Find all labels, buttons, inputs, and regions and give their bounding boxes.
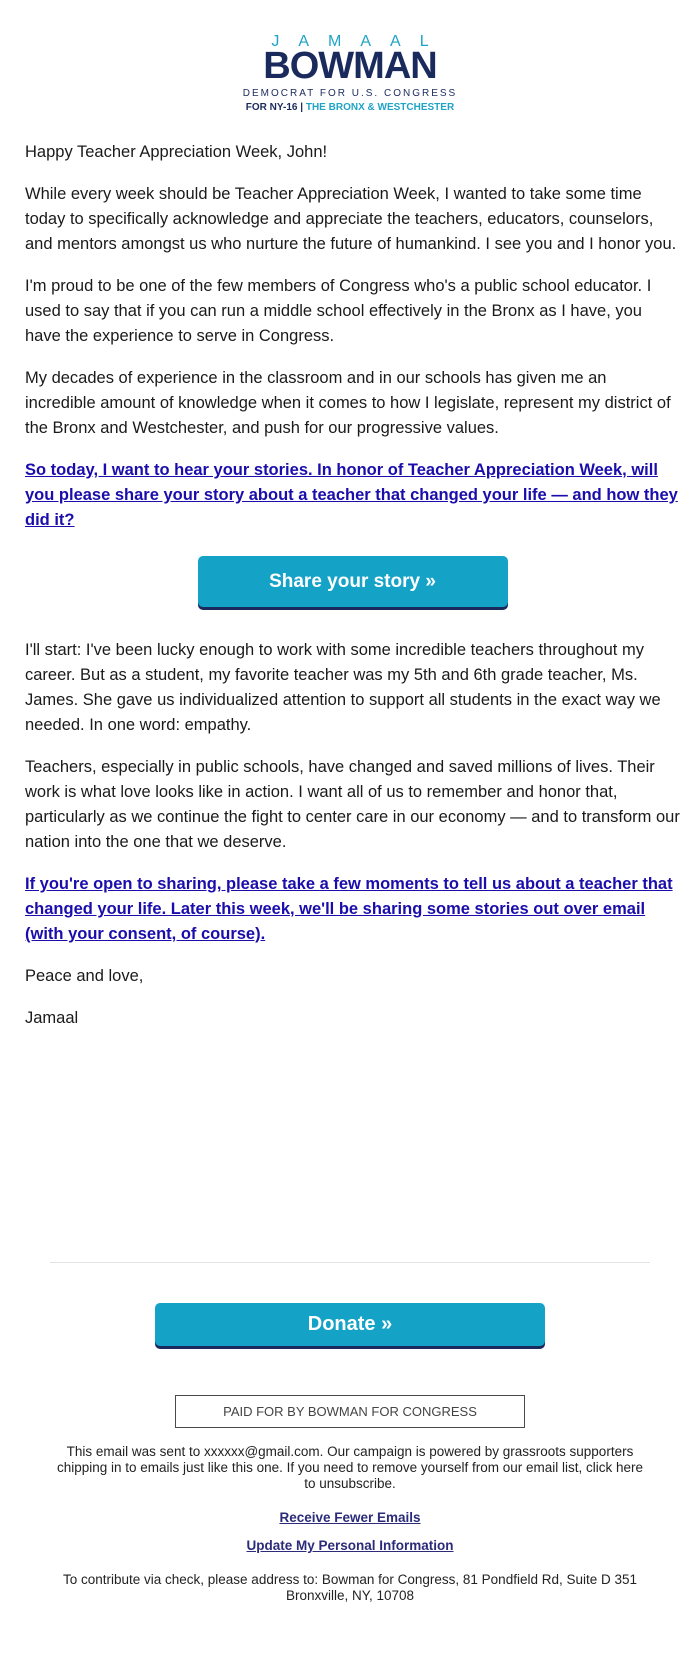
donate-section bbox=[0, 1303, 700, 1346]
share-story-button[interactable]: Share your story » bbox=[198, 556, 508, 607]
body-paragraph-1: While every week should be Teacher Appreciation Week, I wanted to take some time today to specifically acknowledge and appreciate the teachers, educators, counselors, and mentors amongst us who nurture the future of humankind. I see you and I honor you. bbox=[25, 185, 677, 253]
logo-district: FOR NY-16 bbox=[245, 102, 298, 113]
greeting: Happy Teacher Appreciation Week, John! bbox=[25, 143, 328, 161]
logo-last-name: BOWMAN bbox=[263, 45, 437, 87]
logo-separator: | bbox=[300, 102, 306, 113]
logo-region: THE BRONX & WESTCHESTER bbox=[305, 102, 455, 113]
cta-paragraph-2 bbox=[25, 872, 680, 947]
mailing-address: To contribute via check, please address to: Bowman for Congress, 81 Pondfield Rd, Suite D 351 Bronxville, NY, 10708 bbox=[62, 1572, 638, 1603]
update-personal-info-link[interactable]: Update My Personal Information bbox=[246, 1538, 454, 1553]
signoff: Peace and love, bbox=[25, 967, 144, 985]
email-body bbox=[25, 140, 680, 1048]
body-paragraph-4: I'll start: I've been lucky enough to work with some incredible teachers throughout my career. But as a student, my favorite teacher was my 5th and 6th grade teacher, Ms. James. She gave us individualized attention to support all students in the exact way we needed. In one word: empathy. bbox=[25, 641, 661, 734]
paid-for-disclaimer: PAID FOR BY BOWMAN FOR CONGRESS bbox=[175, 1395, 525, 1428]
logo-tagline: DEMOCRAT FOR U.S. CONGRESS bbox=[242, 88, 458, 99]
footer-divider bbox=[50, 1262, 650, 1263]
receive-fewer-emails-link[interactable]: Receive Fewer Emails bbox=[279, 1510, 421, 1525]
tell-us-link[interactable]: If you're open to sharing, please take a few moments to tell us about a teacher that changed your life. Later this week, we'll be sharing some stories out over email (with your consent, of course). bbox=[25, 875, 673, 943]
signature: Jamaal bbox=[25, 1009, 79, 1027]
campaign-logo bbox=[0, 34, 700, 113]
body-paragraph-5: Teachers, especially in public schools, have changed and saved millions of lives. Their work is what love looks like in action. I want all of us to remember and honor that, particularly as we continue the fight to center care in our economy — and to transform our nation into the one that we deserve. bbox=[25, 758, 680, 851]
body-paragraph-3: My decades of experience in the classroom and in our schools has given me an incredible amount of knowledge when it comes to how I legislate, represent my district of the Bronx and Westchester, and push for our progressive values. bbox=[25, 369, 671, 437]
body-paragraph-2: I'm proud to be one of the few members of Congress who's a public school educator. I used to say that if you can run a middle school effectively in the Bronx as I have, you have the experience to serve in Congress. bbox=[25, 277, 652, 345]
email-footer bbox=[50, 1444, 650, 1622]
donate-button[interactable]: Donate » bbox=[155, 1303, 545, 1346]
logo-district-line bbox=[0, 103, 700, 113]
share-story-link[interactable]: So today, I want to hear your stories. In honor of Teacher Appreciation Week, will you please share your story about a teacher that changed your life — and how they did it? bbox=[25, 461, 678, 529]
cta-paragraph-1 bbox=[25, 458, 680, 533]
footer-notice: This email was sent to xxxxxx@gmail.com. Our campaign is powered by grassroots supporters chipping in to emails just like this one. If you need to remove yourself from our email list, click here to unsubscribe. bbox=[56, 1444, 643, 1491]
logo-first-name: JAMAAL bbox=[271, 33, 448, 50]
